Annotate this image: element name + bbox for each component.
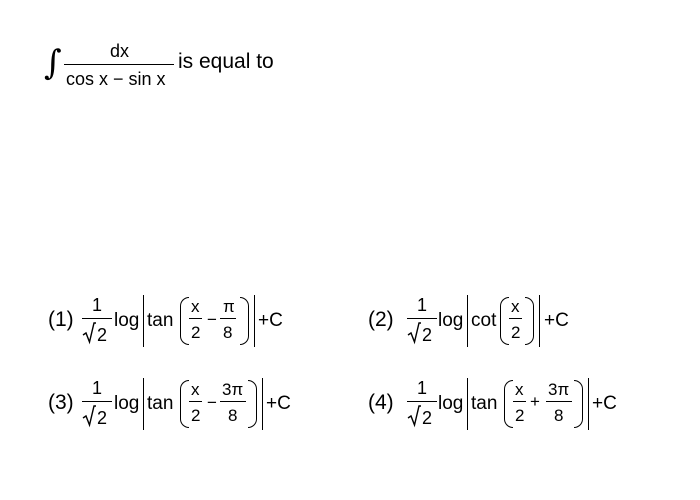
arg-b-numerator: 3π	[548, 380, 570, 399]
arg-b-numerator: 3π	[222, 380, 244, 399]
paren-right	[574, 380, 583, 428]
arg-a-numerator: x	[191, 297, 200, 316]
paren-left	[504, 380, 513, 428]
paren-left	[180, 297, 189, 345]
coefficient-denominator: 2	[97, 408, 108, 428]
option-label: (4)	[368, 391, 394, 414]
option-label: (3)	[48, 391, 74, 414]
sqrt-icon	[82, 322, 96, 344]
abs-bar-right	[588, 378, 589, 430]
integral-sign: ∫	[44, 43, 62, 83]
trig-function: tan	[471, 393, 498, 414]
paren-left	[500, 297, 509, 345]
coefficient-fraction-bar	[407, 318, 437, 319]
arg-a-fraction-bar	[189, 318, 202, 319]
arg-b-numerator: π	[223, 297, 235, 316]
arg-a-fraction-bar	[189, 401, 202, 402]
coefficient-numerator: 1	[417, 295, 428, 315]
trig-function: cot	[471, 310, 497, 331]
arg-a-denominator: 2	[515, 406, 525, 425]
coefficient-fraction-bar	[407, 401, 437, 402]
arg-a-numerator: x	[191, 380, 200, 399]
trig-function: tan	[147, 310, 174, 331]
coefficient-fraction-bar	[82, 401, 112, 402]
paren-right	[525, 297, 534, 345]
coefficient-denominator: 2	[422, 325, 433, 345]
arg-operator: +	[530, 392, 540, 411]
log-text: log	[114, 393, 140, 414]
arg-b-denominator: 8	[228, 406, 238, 425]
option-label: (2)	[368, 308, 394, 331]
abs-bar-right	[254, 295, 255, 347]
arg-a-denominator: 2	[511, 323, 521, 342]
coefficient-numerator: 1	[92, 295, 103, 315]
integration-constant: +C	[544, 310, 569, 331]
arg-a-fraction-bar	[513, 401, 526, 402]
arg-b-fraction-bar	[546, 401, 572, 402]
coefficient-numerator: 1	[92, 378, 103, 398]
log-text: log	[438, 393, 464, 414]
abs-bar-left	[467, 378, 468, 430]
abs-bar-left	[143, 378, 144, 430]
integration-constant: +C	[592, 393, 617, 414]
abs-bar-left	[467, 295, 468, 347]
arg-a-denominator: 2	[191, 406, 201, 425]
arg-operator: −	[207, 310, 217, 329]
paren-right	[248, 380, 257, 428]
coefficient-numerator: 1	[417, 378, 428, 398]
sqrt-icon	[407, 405, 421, 427]
option-label: (1)	[48, 308, 74, 331]
integration-constant: +C	[266, 393, 291, 414]
sqrt-icon	[82, 405, 96, 427]
abs-bar-right	[539, 295, 540, 347]
question-tail: is equal to	[178, 50, 274, 73]
paren-right	[240, 297, 249, 345]
sqrt-icon	[407, 322, 421, 344]
question-fraction-bar	[64, 64, 174, 65]
arg-a-fraction-bar	[509, 318, 522, 319]
arg-b-fraction-bar	[220, 401, 246, 402]
question-denominator: cos x − sin x	[66, 69, 166, 89]
coefficient-denominator: 2	[97, 325, 108, 345]
abs-bar-right	[262, 378, 263, 430]
abs-bar-left	[143, 295, 144, 347]
coefficient-denominator: 2	[422, 408, 433, 428]
question-numerator: dx	[110, 41, 130, 61]
log-text: log	[438, 310, 464, 331]
paren-left	[180, 380, 189, 428]
arg-a-numerator: x	[511, 297, 520, 316]
arg-b-denominator: 8	[554, 406, 564, 425]
arg-a-numerator: x	[515, 380, 524, 399]
arg-a-denominator: 2	[191, 323, 201, 342]
trig-function: tan	[147, 393, 174, 414]
arg-b-fraction-bar	[220, 318, 236, 319]
coefficient-fraction-bar	[82, 318, 112, 319]
arg-b-denominator: 8	[223, 323, 233, 342]
integration-constant: +C	[258, 310, 283, 331]
log-text: log	[114, 310, 140, 331]
arg-operator: −	[207, 393, 217, 412]
